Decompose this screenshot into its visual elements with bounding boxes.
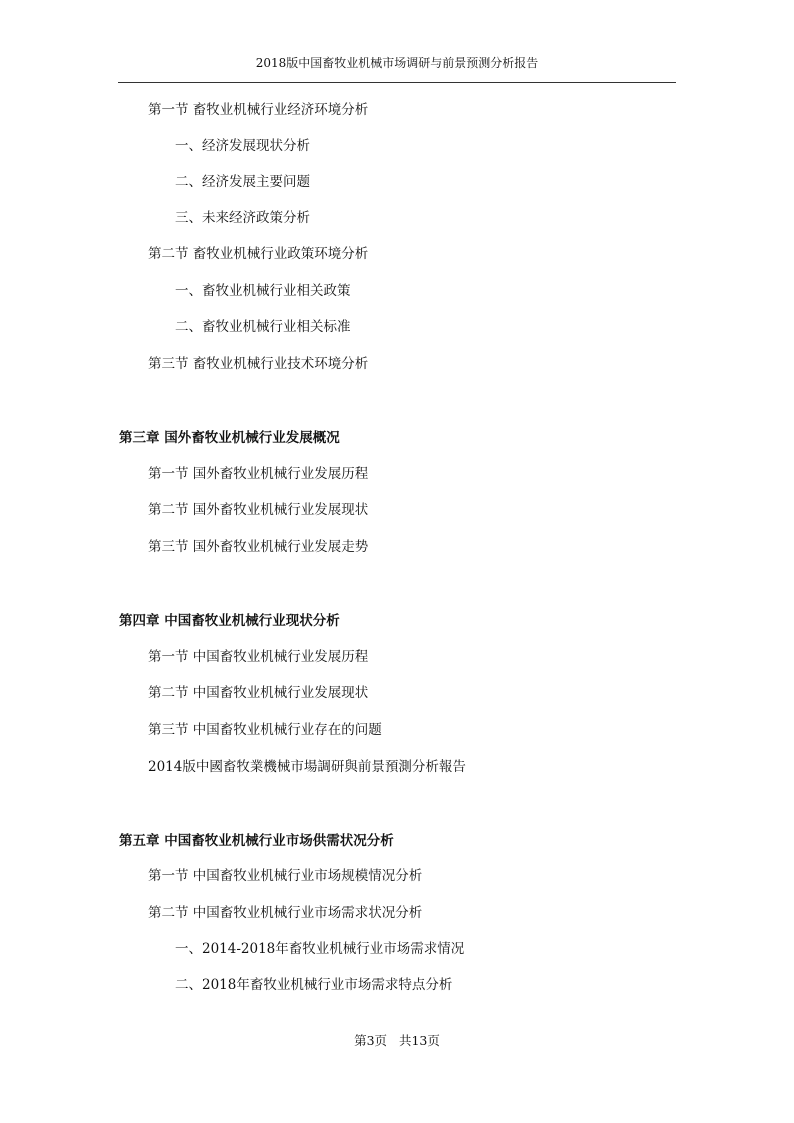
toc-section: 第一节 中国畜牧业机械行业发展历程: [148, 649, 369, 665]
page-footer: [0, 1033, 794, 1049]
toc-chapter: 第五章 中国畜牧业机械行业市场供需状况分析: [119, 833, 394, 849]
toc-item: 二、2018年畜牧业机械行业市场需求特点分析: [175, 977, 453, 993]
toc-section: 第一节 中国畜牧业机械行业市场规模情况分析: [148, 868, 423, 884]
toc-item: 二、经济发展主要问题: [175, 174, 310, 190]
toc-watermark-line: 2014版中國畜牧業機械市場調研與前景預測分析報告: [148, 759, 466, 775]
toc-section: 第二节 畜牧业机械行业政策环境分析: [148, 246, 369, 262]
toc-item: 二、畜牧业机械行业相关标准: [175, 319, 351, 335]
toc-section: 第三节 畜牧业机械行业技术环境分析: [148, 356, 369, 372]
toc-item: 三、未来经济政策分析: [175, 210, 310, 226]
toc-section: 第三节 中国畜牧业机械行业存在的问题: [148, 722, 382, 738]
toc-section: 第一节 国外畜牧业机械行业发展历程: [148, 466, 369, 482]
toc-section: 第二节 中国畜牧业机械行业市场需求状况分析: [148, 905, 423, 921]
toc-section: 第三节 国外畜牧业机械行业发展走势: [148, 539, 369, 555]
toc-section: 第二节 中国畜牧业机械行业发展现状: [148, 685, 369, 701]
page-number: 第3页: [354, 1033, 388, 1048]
toc-section: 第二节 国外畜牧业机械行业发展现状: [148, 502, 369, 518]
toc-item: 一、2014-2018年畜牧业机械行业市场需求情况: [175, 941, 465, 957]
toc-item: 一、经济发展现状分析: [175, 138, 310, 154]
toc-chapter: 第四章 中国畜牧业机械行业现状分析: [119, 613, 340, 629]
running-header: 2018版中国畜牧业机械市场调研与前景预测分析报告: [255, 56, 539, 70]
toc-section: 第一节 畜牧业机械行业经济环境分析: [148, 102, 369, 118]
header-divider: [118, 82, 676, 83]
page-total: 共13页: [398, 1033, 440, 1048]
toc-chapter: 第三章 国外畜牧业机械行业发展概况: [119, 430, 340, 446]
toc-item: 一、畜牧业机械行业相关政策: [175, 283, 351, 299]
